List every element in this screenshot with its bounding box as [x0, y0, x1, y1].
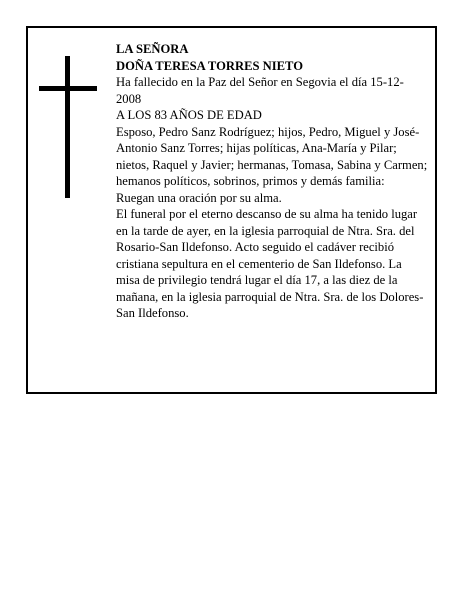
notice-text [116, 41, 428, 322]
deceased-name: DOÑA TERESA TORRES NIETO [116, 58, 303, 73]
prayer-request: Ruegan una oración por su alma. [116, 190, 282, 205]
latin-cross-icon [39, 56, 97, 198]
age-line: A LOS 83 AÑOS DE EDAD [116, 108, 262, 122]
cross-horizontal-bar [39, 86, 97, 91]
funeral-paragraph: El funeral por el eterno descanso de su alma ha tenido lugar en la tarde de ayer, en la iglesia parroquial de Ntra. Sra. del Rosario-San Ildefonso. Acto seguido el cadáver recibió cristiana sepultura en el cementerio de San Ildefonso. La misa de privilegio tendrá lugar el día 17, a las diez de la mañana, en la iglesia parroquial de Ntra. Sra. de los Dolores-San Ildefonso. [116, 207, 424, 320]
obituary-notice [26, 26, 437, 394]
notice-title: LA SEÑORA [116, 42, 189, 56]
family-paragraph: Esposo, Pedro Sanz Rodríguez; hijos, Pedro, Miguel y José-Antonio Sanz Torres; hijas políticas, Ana-María y Pilar; nietos, Raquel y Javier; hermanas, Tomasa, Sabina y Carmen; hemanos políticos, sobrinos, primos y demás familia: [116, 124, 428, 188]
death-announcement: Ha fallecido en la Paz del Señor en Segovia el día 15-12-2008 [116, 75, 404, 106]
cross-vertical-bar [65, 56, 70, 198]
